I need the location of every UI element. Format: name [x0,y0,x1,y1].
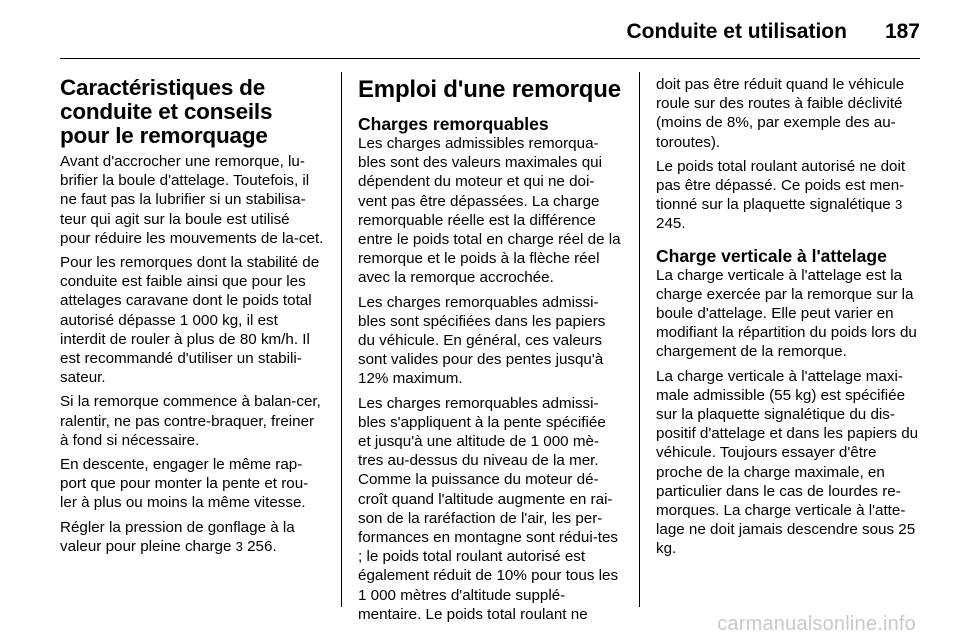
page-reference[interactable]: 256. [247,537,277,555]
vertical-load-subheading: Charge verticale à l'attelage [656,245,887,266]
paragraph [656,157,920,234]
paragraph: En descente, engager le même rap-port que pour monter la pente et rou-ler à plus ou moins la même vitesse. [60,456,309,512]
section-title: Conduite et utilisation [626,20,847,43]
towing-tips-heading: Caractéristiques de conduite et conseils pour le remorquage [60,75,273,148]
page-reference-icon: 3 [235,538,243,554]
paragraph: Les charges remorquables admissi-bles sont spécifiées dans les papiers du véhicule. En général, ces valeurs sont valides pour des pentes jusqu'à 12% maximum. [358,293,606,388]
paragraph: Pour les remorques dont la stabilité de conduite est faible ainsi que pour les attelages caravane dont le poids total autorisé dépasse 1 000 kg, il est interdit de rouler à plus de 80 km/h. Il est recommandé d'utiliser un stabili-sateur. [60,254,320,387]
paragraph: La charge verticale à l'attelage maxi-male admissible (55 kg) est spécifiée sur la plaquette signalétique du dis-positif d'attelage et dans les papiers du véhicule. Toujours essayer d'être proche de la charge maximale, en particulier dans le cas de lourdes re-morques. La charge verticale à l'atte-lage ne doit jamais descendre sous 25 kg. [656,367,919,558]
column-divider-1 [341,72,342,607]
page-reference-icon: 3 [894,197,903,213]
page-reference[interactable]: 245. [656,215,686,233]
watermark: carmanualsonline.info [717,613,916,635]
paragraph: Les charges admissibles remorqua-bles sont des valeurs maximales qui dépendent du moteur et qui ne doi-vent pas être dépassées. La charge remorquable réelle est la différence entre le poids total en charge réel de la remorque et le poids à la flèche réel avec la remorque accrochée. [358,135,621,287]
paragraph-text: Régler la pression de gonflage à la valeur pour pleine charge [60,518,295,555]
column-3 [656,75,920,564]
column-divider-2 [639,72,640,607]
column-2 [358,76,622,629]
page-header [60,14,920,50]
paragraph-text: Le poids total roulant autorisé ne doit pas être dépassé. Ce poids est men-tionné sur la plaquette signalétique [656,157,906,214]
trailer-use-heading: Emploi d'une remorque [358,76,621,103]
paragraph [60,518,324,556]
paragraph: Avant d'accrocher une remorque, lu-brifier la boule d'attelage. Toutefois, il ne faut pas la lubrifier si un stabilisa-teur qui agit sur la boule est utilisé pour réduire les mouvements de la-cet. [60,153,324,247]
paragraph: La charge verticale à l'attelage est la charge exercée par la remorque sur la boule d'attelage. Elle peut varier en modifiant la répartition du poids lors du chargement de la remorque. [656,266,917,361]
column-1 [60,76,324,561]
towing-loads-subheading: Charges remorquables [358,114,549,134]
page-number: 187 [884,20,920,43]
paragraph: Les charges remorquables admissi-bles s'appliquent à la pente spécifiée et jusqu'à une altitude de 1 000 mè-tres au-dessus du niveau de la mer. Comme la puissance du moteur dé-croît quand l'altitude augmente en rai-son de la raréfaction de l'air, les per-formances en montagne sont rédui-tes ; le poids total roulant autorisé est également réduit de 10% pour tous les 1 000 mètres d'altitude supplé-mentaire. Le poids total roulant ne [358,394,619,623]
paragraph: doit pas être réduit quand le véhicule roule sur des routes à faible déclivité (moins de 8%, par exemple des au-toroutes). [656,76,905,151]
header-divider [60,58,920,59]
paragraph: Si la remorque commence à balan-cer, ralentir, ne pas contre-braquer, freiner à fond si nécessaire. [60,393,321,449]
